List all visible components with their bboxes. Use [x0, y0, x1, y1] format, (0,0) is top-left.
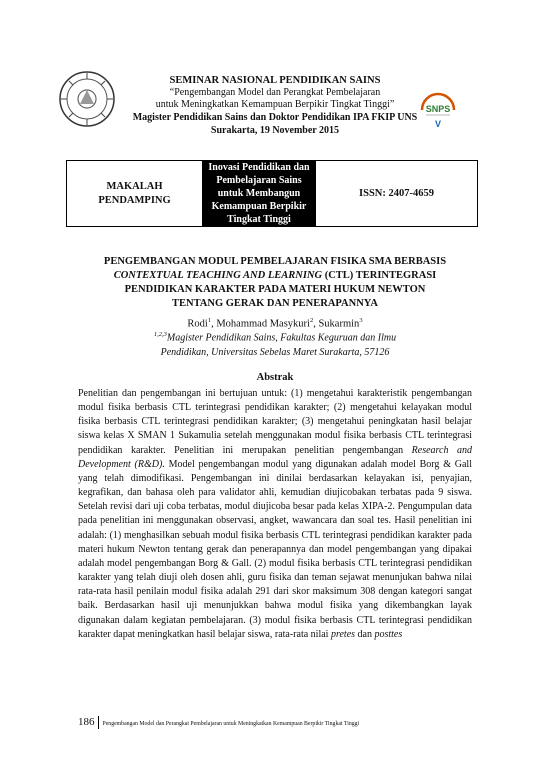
affiliation-line-2: Pendidikan, Universitas Sebelas Maret Surakarta, 57126 [160, 346, 390, 358]
abstract-body [78, 387, 472, 642]
abstract-text: Model pengembangan modul yang digunakan adalah model Borg & Gall yang telah dimodifikasi. Pengembangan ini dinilai berdasarkan kelayakan isi, penyajian, kegrafikan, dan bahasa oleh para validator ahli, kemudian diujicobakan terbatas pada 9 siswa. Setelah revisi dari uji coba terbatas, modul diujicoba besar pada kelas XIPA-2. Pengumpulan data pada penelitian ini menggunakan observasi, angket, wawancara dan soal tes. Hasil penelitian ini adalah: (1) menghasilkan sebuah modul fisika berbasis CTL terintegrasi pendidikan karakter pada materi hukum Newton tentang gerak dan penerapannya dan model pengembangan yang dipakai adalah model pengembangan Borg & Gall. (2) modul fisika berbasis CTL terintegrasi pendidikan karakter yang telah diuji oleh dosen ahli, guru fisika dan teman sejawat menunjukan bahwa nilai rata-rata hasil penilain modul fisika adalah 291 dari skor maksimum 308 dengan kategori sangat baik. Berdasarkan hasil uji menunjukkan bahwa modul fisika yang dikembangkan layak digunakan dalam kegiatan pembelajaran. (3) modul fisika berbasis CTL terintegrasi pendidikan karakter dapat meningkatkan hasil belajar siswa, rata-rata nilai [78, 458, 472, 640]
paper-title-line-2 [78, 269, 472, 283]
organizer: Magister Pendidikan Sains dan Doktor Pendidikan IPA FKIP UNS [132, 112, 418, 123]
affiliation-index: 1,2,3 [153, 331, 167, 338]
abstract-italic: pretes [330, 628, 356, 640]
paper-title-line-4: TENTANG GERAK DAN PENERAPANNYA [171, 297, 379, 309]
author-name: Mohammad Masykuri [216, 318, 310, 330]
affiliation [100, 330, 450, 360]
paper-title-line-1: PENGEMBANGAN MODUL PEMBELAJARAN FISIKA SMA BERBASIS [103, 256, 447, 267]
abstract-heading: Abstrak [256, 372, 294, 383]
paper-title [78, 255, 472, 310]
seminar-title: SEMINAR NASIONAL PENDIDIKAN SAINS [169, 75, 381, 86]
paper-category: MAKALAH PENDAMPING [98, 180, 171, 206]
abstract-text: dan [355, 628, 375, 640]
author-index: 1 [207, 317, 212, 324]
svg-text:V: V [434, 119, 442, 129]
author-name: Sukarmin [318, 318, 360, 330]
paper-category-box [66, 160, 203, 227]
affiliation-line-1: Magister Pendidikan Sains, Fakultas Keguruan dan Ilmu [166, 332, 397, 344]
author-name: Rodi [187, 318, 208, 330]
abstract-italic: posttes [374, 628, 403, 640]
issn-number: ISSN: 2407-4659 [359, 187, 434, 199]
snps-logo [418, 90, 458, 130]
svg-text:SNPS: SNPS [425, 104, 451, 114]
page-footer [78, 715, 478, 729]
footer-text: Pengembangan Model dan Perangkat Pembelajaran untuk Meningkatkan Kemampuan Berpikir Tingkat Tinggi [102, 721, 360, 727]
paper-title-line-3: PENDIDIKAN KARAKTER PADA MATERI HUKUM NEWTON [124, 283, 426, 295]
paper-title-italic: CONTEXTUAL TEACHING AND LEARNING [113, 269, 323, 281]
seminar-theme-line-1: “Pengembangan Model dan Perangkat Pembelajaran [169, 87, 381, 98]
seminar-theme-box [203, 160, 315, 227]
theme-line: untuk Membangun [217, 188, 301, 199]
theme-line: Pembelajaran Sains [216, 175, 302, 186]
seminar-date: Surakarta, 19 November 2015 [210, 125, 340, 136]
author-list: Rodi$^1$, Mohammad Masykuri$^2$, Sukarmin$^3$ [187, 317, 363, 330]
author-index: 3 [359, 317, 363, 324]
theme-line: Inovasi Pendidikan dan [208, 162, 310, 173]
abstract-italic: Research and Development (R&D). [78, 444, 472, 470]
abstract-text: Penelitian dan pengembangan ini bertujuan untuk: (1) mengetahui karakteristik pengembangan modul fisika berbasis CTL terintegrasi pendidikan karakter; (2) mengetahui kelayakan modul fisika berbasis CTL terintegrasi pendidikan karakter; (3) mengetahui peningkatan hasil belajar siswa kelas X SMAN 1 Sukamulia setelah menggunakan modul fisika berbasis CTL terintegrasi pendidikan karakter. Penelitian ini merupakan penelitian pengembangan [78, 388, 472, 456]
seminar-theme-line-2: untuk Meningkatkan Kemampuan Berpikir Tingkat Tinggi” [155, 99, 395, 110]
issn-box [315, 160, 478, 227]
theme-line: Kemampuan Berpikir [211, 201, 307, 212]
author-index: 2 [309, 317, 314, 324]
theme-line: Tingkat Tinggi [227, 214, 291, 225]
page-number: 186 [78, 716, 99, 729]
paper-title-line-2-rest: (CTL) TERINTEGRASI [322, 269, 437, 281]
